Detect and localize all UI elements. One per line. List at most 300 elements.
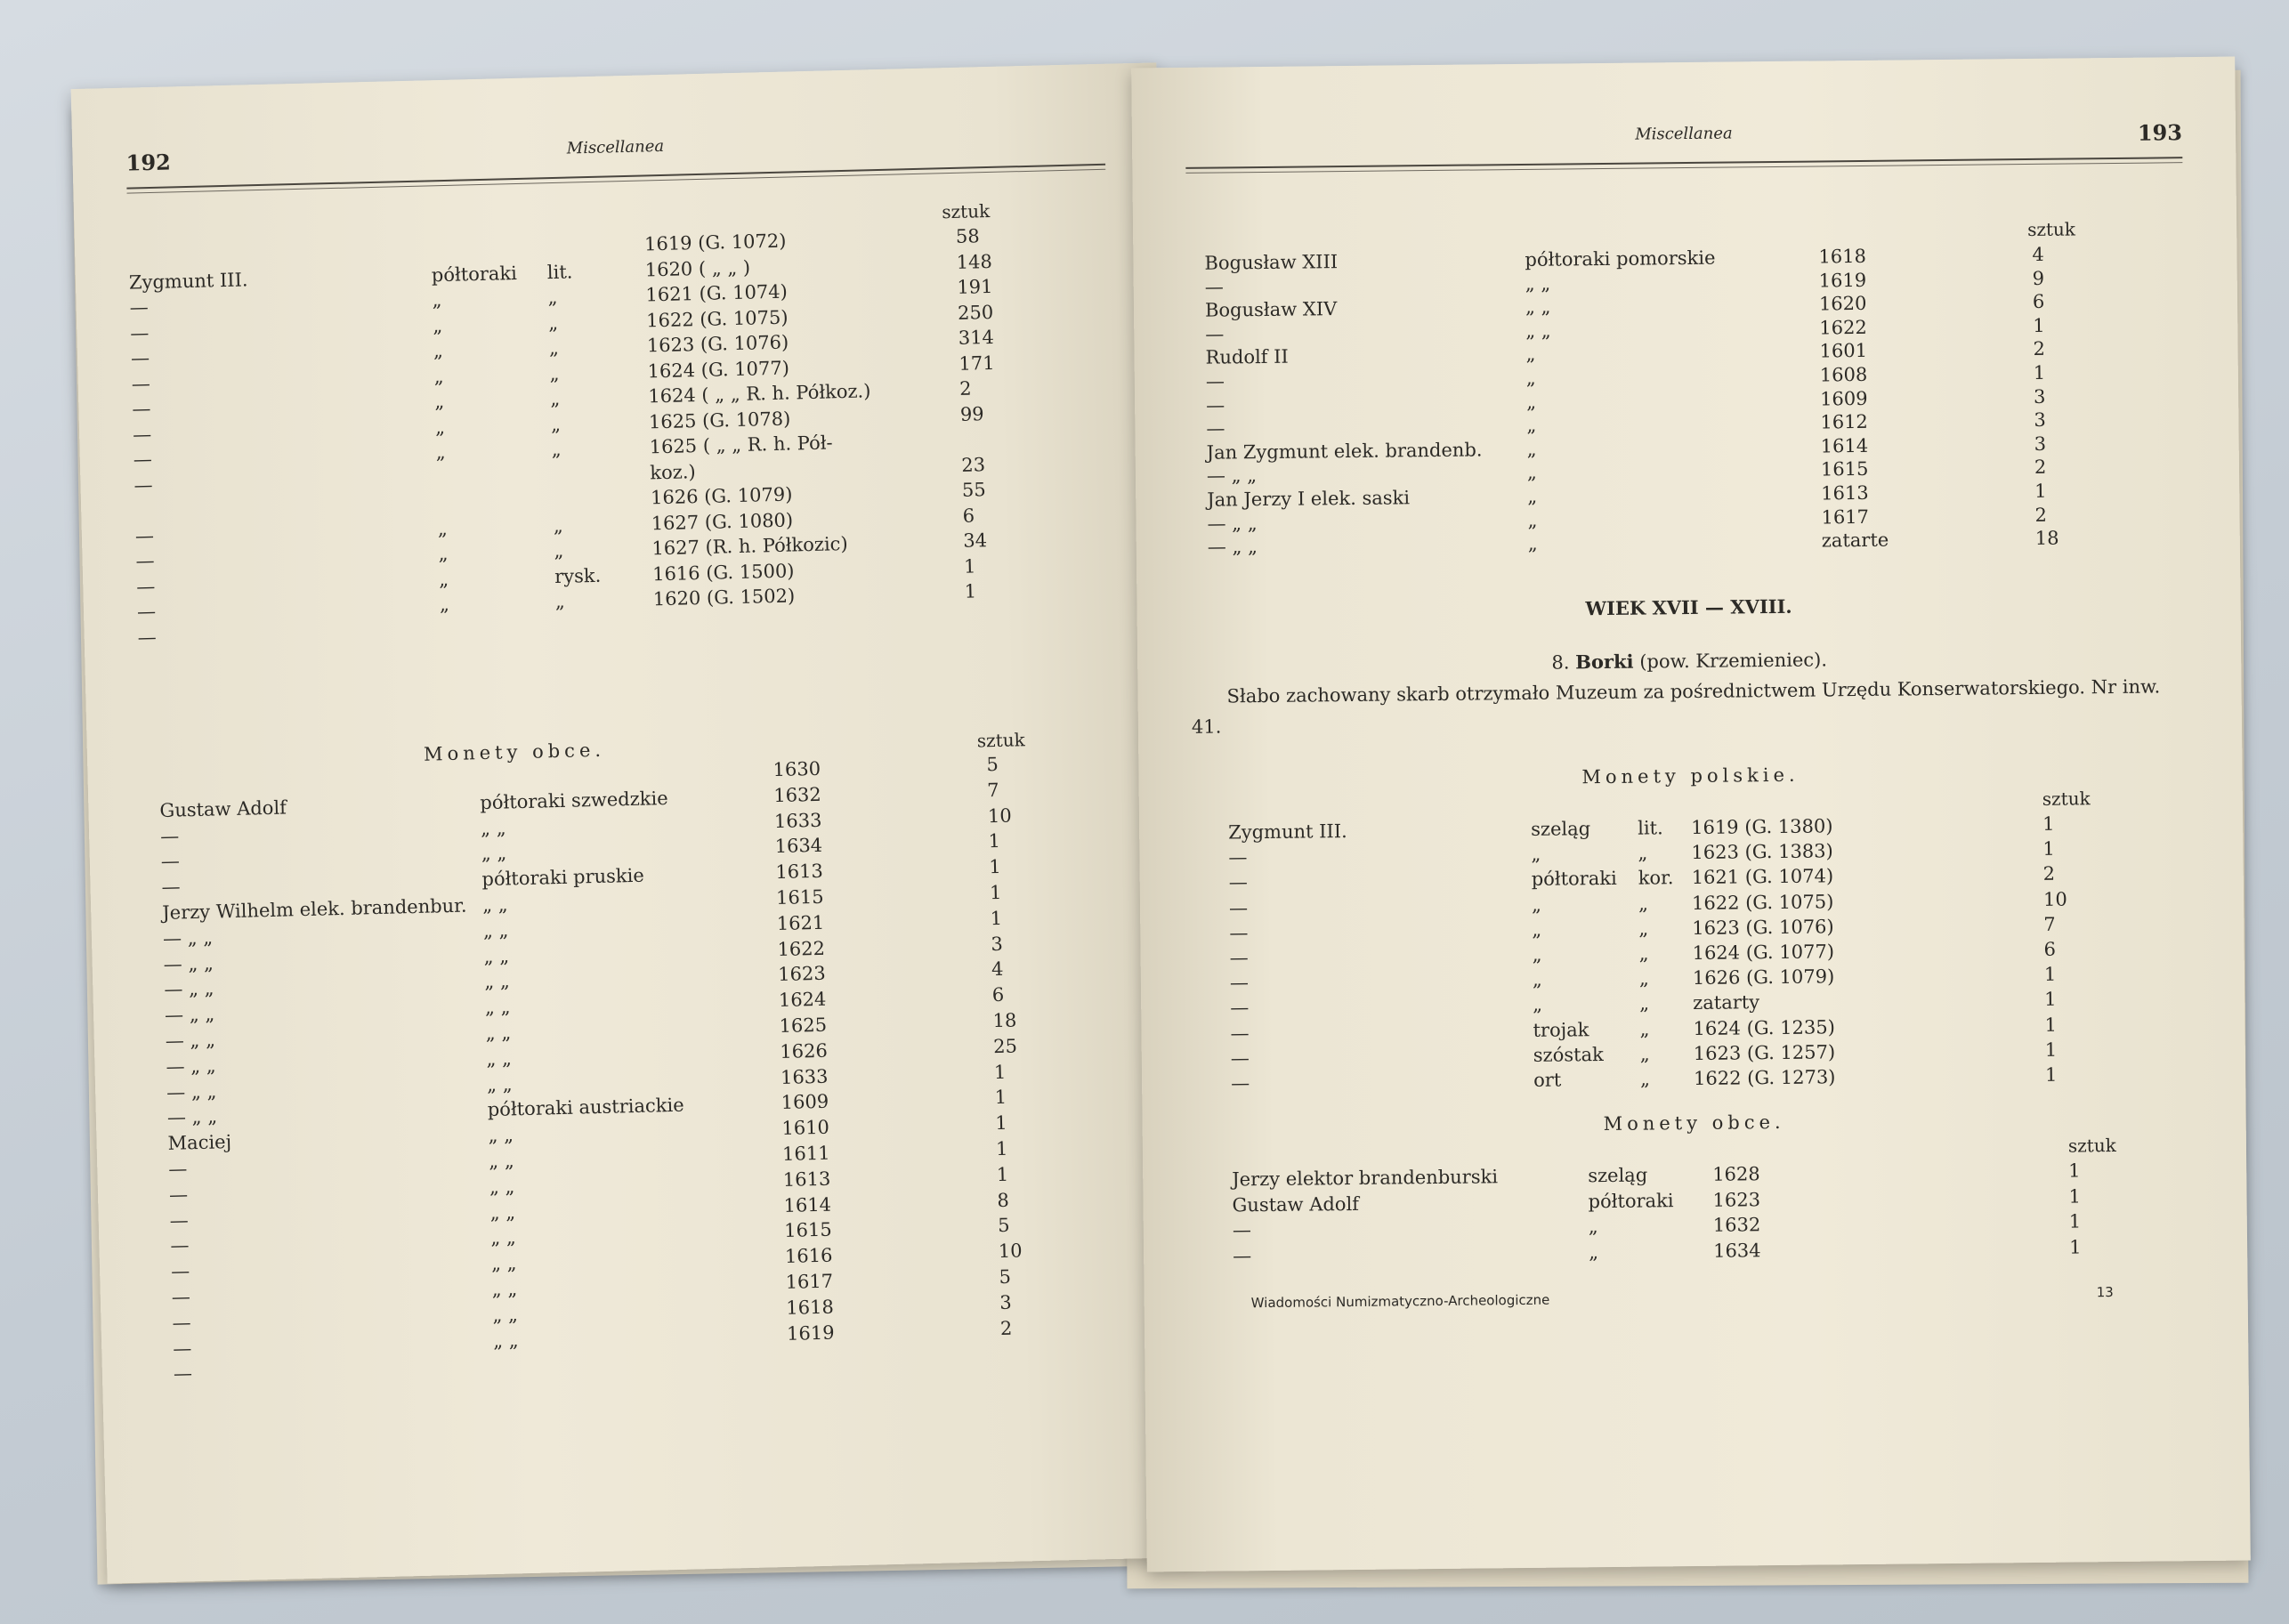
table-cell: 1623 (G. 1076) <box>646 331 789 357</box>
right-page-header <box>1185 112 2182 169</box>
table-cell: Bogusław XIV <box>1204 298 1338 321</box>
table-cell: półtoraki pomorskie <box>1525 246 1716 271</box>
table-cell: 2 <box>999 1317 1013 1339</box>
table-cell: 1 <box>2068 1210 2082 1232</box>
table-cell: 1614 <box>783 1193 832 1216</box>
table-cell: — <box>130 321 150 344</box>
table-cell: — <box>131 372 151 395</box>
table-cell: „ <box>1531 893 1542 916</box>
table-cell: 1615 <box>775 885 824 909</box>
table-cell: 1610 <box>781 1116 830 1140</box>
table-cell: „ <box>438 568 449 590</box>
table-cell: „ <box>1639 992 1650 1015</box>
table-cell: 1624 (G. 1077) <box>647 357 790 382</box>
table-cell: półtoraki austriackie <box>487 1095 684 1121</box>
table-cell: — <box>1205 370 1225 392</box>
table-cell: — <box>1228 871 1248 893</box>
table-cell: 1 <box>993 1061 1007 1083</box>
table-cell: 1620 ( „ „ ) <box>644 256 751 280</box>
table-cell: „ <box>1526 391 1537 413</box>
table-cell: 1634 <box>1713 1239 1761 1262</box>
table-cell: „ <box>551 438 562 461</box>
table-cell: — <box>135 550 155 572</box>
table-cell: Jerzy Wilhelm elek. brandenbur. <box>162 894 467 924</box>
table-cell: „ „ <box>481 842 507 865</box>
table-cell: 58 <box>955 225 981 247</box>
table-cell: 1621 (G. 1074) <box>645 280 789 306</box>
coin-table-left <box>75 221 1161 649</box>
table-cell: „ <box>1527 509 1538 531</box>
page-number: 193 <box>2137 119 2183 146</box>
table-cell: 148 <box>956 250 993 273</box>
table-cell: 1 <box>2044 989 2057 1011</box>
table-cell: 1 <box>2042 812 2055 835</box>
table-cell: 1 <box>989 856 1001 878</box>
table-cell: 1 <box>989 881 1002 904</box>
table-cell: 2 <box>958 377 972 400</box>
find-number: 8. <box>1551 651 1570 674</box>
journal-footer: Wiadomości Numizmatyczno-Archeologiczne <box>1250 1291 1550 1312</box>
table-cell: „ <box>434 416 446 438</box>
table-cell: 6 <box>962 504 975 527</box>
table-cell: „ „ <box>483 945 510 967</box>
table-cell: Rudolf II <box>1205 346 1289 369</box>
table-cell: 1624 <box>778 988 827 1012</box>
table-cell: 1622 (G. 1075) <box>645 306 789 331</box>
table-cell: 23 <box>960 453 986 476</box>
table-cell: „ „ <box>490 1252 517 1275</box>
table-cell: ort <box>1533 1069 1562 1091</box>
table-cell: 99 <box>959 402 984 425</box>
table-cell: 3 <box>2034 432 2047 455</box>
find-location: (pow. Krzemieniec). <box>1639 649 1828 673</box>
table-cell: 1 <box>988 830 1001 852</box>
table-cell: 1625 ( „ „ R. h. Pół- <box>649 432 833 458</box>
table-cell: — <box>1230 997 1250 1019</box>
table-cell: „ „ <box>489 1200 516 1224</box>
table-cell: 1612 <box>1820 411 1868 433</box>
table-cell: półtoraki <box>1588 1189 1674 1212</box>
table-cell: 1 <box>995 1111 1008 1135</box>
table-cell: — „ „ <box>1206 465 1258 488</box>
table-cell: 5 <box>997 1215 1010 1237</box>
table-cell: 3 <box>2033 385 2046 408</box>
table-cell: 1 <box>2042 837 2055 860</box>
table-cell: — <box>170 1260 190 1282</box>
table-cell: 1621 (G. 1074) <box>1691 865 1834 889</box>
table-cell: „ <box>1531 843 1541 866</box>
table-cell: „ <box>437 517 449 539</box>
table-cell: 1 <box>990 907 1003 929</box>
table-cell: — <box>168 1158 188 1180</box>
signature-number: 13 <box>2096 1284 2114 1301</box>
table-cell: „ „ <box>485 1022 512 1045</box>
table-cell: Gustaw Adolf <box>159 796 287 821</box>
table-cell: 8 <box>997 1189 1010 1211</box>
table-cell: — <box>133 473 153 497</box>
table-cell: — <box>133 448 153 471</box>
table-cell: 191 <box>957 275 993 298</box>
left-page-header <box>125 119 1105 190</box>
table-cell: „ <box>1526 414 1537 437</box>
polish-coin-table-right <box>1139 812 2243 1095</box>
table-cell: „ <box>554 539 564 562</box>
table-cell: 4 <box>2032 243 2044 265</box>
table-cell: 1627 (G. 1080) <box>651 508 794 534</box>
table-cell: — <box>1228 846 1248 869</box>
table-cell: 1609 <box>781 1091 829 1114</box>
table-cell: 1 <box>2044 1038 2058 1061</box>
table-cell: „ „ <box>492 1329 519 1352</box>
table-cell: „ <box>1639 1018 1650 1040</box>
find-name: Borki <box>1575 650 1634 674</box>
table-cell: 2 <box>2034 456 2047 479</box>
table-cell: 1 <box>2068 1235 2082 1258</box>
unit-header: sztuk <box>2027 218 2076 241</box>
table-cell: 1624 (G. 1235) <box>1693 1015 1835 1039</box>
table-cell: — <box>159 825 180 847</box>
table-cell: — <box>172 1337 192 1360</box>
table-cell: 1630 <box>772 757 821 781</box>
table-cell: „ <box>432 314 443 336</box>
table-cell: „ <box>1532 968 1542 991</box>
table-cell: 171 <box>958 351 995 375</box>
table-cell: — <box>132 423 152 446</box>
table-cell: — „ „ <box>166 1080 217 1103</box>
page-number: 192 <box>125 149 172 176</box>
table-cell: „ „ <box>489 1176 515 1198</box>
table-cell: 1601 <box>1819 340 1868 362</box>
table-cell: szeląg <box>1531 818 1591 840</box>
table-cell: 1618 <box>1818 245 1867 268</box>
table-cell: 1622 <box>1819 316 1867 339</box>
table-cell: 3 <box>991 933 1004 955</box>
table-cell: — „ „ <box>166 1054 216 1078</box>
table-cell: „ <box>433 365 444 387</box>
table-cell: 7 <box>986 779 999 802</box>
table-cell: „ <box>553 514 563 537</box>
table-cell: lit. <box>1638 817 1663 839</box>
table-cell: — „ „ <box>163 952 214 975</box>
table-cell: półtoraki szwedzkie <box>480 787 668 813</box>
table-cell: — <box>137 626 158 649</box>
table-cell: „ <box>554 590 566 613</box>
table-cell: 1627 (R. h. Półkozic) <box>651 532 848 560</box>
table-cell: 1614 <box>1820 434 1869 457</box>
table-cell: 10 <box>987 804 1012 827</box>
table-cell: półtoraki pruskie <box>481 864 645 891</box>
table-cell: Jan Zygmunt elek. brandenb. <box>1206 439 1483 464</box>
table-cell: zatarty <box>1693 991 1760 1014</box>
table-cell: „ <box>439 593 450 616</box>
table-cell: 1632 <box>1712 1214 1761 1236</box>
unit-header: sztuk <box>2067 1135 2116 1157</box>
running-head: Miscellanea <box>1635 124 1733 144</box>
table-cell: 1626 (G. 1079) <box>650 483 793 509</box>
table-cell: 18 <box>2034 527 2059 550</box>
coin-table-right <box>1133 242 2236 558</box>
table-cell: 1 <box>2068 1159 2081 1182</box>
table-cell: 1608 <box>1819 363 1868 386</box>
table-cell: 10 <box>998 1240 1023 1263</box>
table-cell: 1615 <box>1820 458 1869 481</box>
table-cell: 314 <box>958 326 995 349</box>
table-cell: — <box>1229 922 1249 944</box>
table-cell: Zygmunt III. <box>1228 820 1347 844</box>
table-cell: 1616 <box>784 1244 833 1268</box>
table-cell: — „ „ <box>164 977 214 1001</box>
section-title: WIEK XVII — XVIII. <box>1585 594 1792 620</box>
table-cell: 1 <box>994 1087 1007 1109</box>
table-cell: szóstak <box>1533 1043 1604 1066</box>
table-cell: „ „ <box>1525 295 1551 319</box>
table-cell: „ <box>1588 1216 1598 1238</box>
table-cell: 34 <box>963 529 988 552</box>
table-cell: 1609 <box>1819 387 1868 410</box>
left-page <box>71 62 1193 1583</box>
table-cell: 1623 (G. 1383) <box>1691 840 1833 864</box>
table-cell: — <box>1206 394 1225 416</box>
table-cell: 6 <box>991 984 1005 1006</box>
table-cell: 1623 (G. 1076) <box>1692 916 1834 939</box>
table-cell: „ <box>1639 1043 1650 1065</box>
table-cell: „ <box>433 340 444 362</box>
table-cell: zatarte <box>1821 529 1889 552</box>
table-cell: — <box>1230 1022 1250 1045</box>
table-cell: „ <box>1638 917 1649 940</box>
table-cell: 1620 (G. 1502) <box>652 585 796 610</box>
table-cell: „ <box>1589 1240 1599 1263</box>
table-cell: „ „ <box>481 893 508 917</box>
table-cell: 1620 <box>1818 293 1867 315</box>
table-cell: „ „ <box>480 817 506 839</box>
table-cell: 1 <box>2043 963 2057 986</box>
table-cell: „ <box>438 542 449 565</box>
table-cell: 1 <box>964 580 977 602</box>
table-cell: 1634 <box>774 835 823 858</box>
table-cell: koz.) <box>650 460 696 483</box>
table-cell: — „ „ <box>1207 512 1258 535</box>
table-cell: 1613 <box>775 860 824 884</box>
table-cell: „ <box>1527 485 1538 507</box>
table-cell: 1622 (G. 1273) <box>1693 1066 1836 1089</box>
table-cell: „ <box>1526 438 1537 460</box>
table-cell: „ <box>434 391 445 413</box>
table-cell: 1 <box>2068 1184 2082 1208</box>
table-cell: 25 <box>992 1035 1018 1057</box>
table-cell: „ <box>548 336 560 360</box>
table-cell: 5 <box>986 753 999 776</box>
table-cell: 1633 <box>780 1065 829 1088</box>
table-cell: „ <box>1638 967 1649 990</box>
table-cell: 1616 (G. 1500) <box>651 559 795 585</box>
table-cell: „ „ <box>486 1072 513 1095</box>
table-cell: „ <box>435 440 446 464</box>
right-page <box>1131 57 2251 1572</box>
unit-header: sztuk <box>2042 788 2091 810</box>
table-cell: 1619 <box>786 1321 835 1345</box>
table-cell: 1619 (G. 1072) <box>643 230 787 255</box>
table-cell: „ <box>1526 462 1537 484</box>
table-cell: „ „ <box>1525 272 1551 295</box>
table-cell: Gustaw Adolf <box>1232 1192 1360 1216</box>
table-cell: „ <box>432 289 442 311</box>
table-cell: — <box>130 347 150 369</box>
table-cell: 2 <box>2042 863 2056 885</box>
table-cell: 1624 ( „ „ R. h. Półkoz.) <box>647 380 871 408</box>
table-cell: 1 <box>2034 480 2047 502</box>
table-cell: 250 <box>957 301 994 324</box>
table-cell: 10 <box>2042 888 2067 910</box>
unit-header: sztuk <box>942 199 991 223</box>
table-cell: „ „ <box>491 1278 518 1300</box>
table-cell: 1611 <box>781 1142 830 1165</box>
table-cell: szeląg <box>1588 1164 1648 1187</box>
table-cell: „ „ <box>492 1304 519 1326</box>
table-cell: 1622 <box>777 937 826 960</box>
table-cell: — <box>169 1208 190 1232</box>
table-cell: — <box>136 601 157 623</box>
table-cell: Jan Jerzy I elek. saski <box>1207 487 1411 511</box>
table-cell: „ <box>1638 893 1649 915</box>
table-cell: „ <box>1639 1068 1651 1090</box>
table-cell: półtoraki <box>1531 868 1617 891</box>
table-cell: — <box>170 1234 190 1257</box>
table-cell: „ <box>549 362 560 384</box>
table-cell: 3 <box>999 1291 1012 1313</box>
table-cell: — <box>1229 947 1249 969</box>
section-heading: Monety obce. <box>1603 1111 1785 1135</box>
table-cell: — „ „ <box>166 1105 218 1129</box>
table-cell: 1621 <box>776 911 825 934</box>
table-cell: 1617 <box>1821 505 1870 529</box>
table-cell: „ <box>1525 343 1536 366</box>
table-cell: „ „ <box>482 919 509 941</box>
running-head: Miscellanea <box>566 136 665 158</box>
table-cell: — <box>1233 1244 1252 1266</box>
table-cell: — <box>1228 896 1249 919</box>
table-cell: 1 <box>996 1163 1009 1185</box>
table-cell: „ <box>547 286 558 309</box>
table-cell: 6 <box>2043 938 2057 960</box>
table-cell: — <box>1232 1219 1251 1241</box>
table-cell: 6 <box>2032 290 2045 313</box>
table-cell: 2 <box>2033 338 2046 360</box>
table-cell: rysk. <box>554 564 602 587</box>
table-cell: 1613 <box>782 1168 831 1191</box>
table-cell: „ „ <box>484 970 511 993</box>
table-cell: 1 <box>2033 314 2045 336</box>
table-cell: 1626 <box>780 1039 829 1062</box>
table-cell: 1623 (G. 1257) <box>1693 1041 1836 1064</box>
table-cell: „ <box>1532 943 1542 966</box>
table-cell: Zygmunt III. <box>128 268 248 294</box>
table-cell: „ <box>1638 942 1649 965</box>
table-cell: 1623 <box>777 963 826 986</box>
table-cell: Jerzy elektor brandenburski <box>1232 1166 1499 1191</box>
table-cell: kor. <box>1638 867 1674 890</box>
table-cell: — „ „ <box>165 1029 216 1052</box>
table-cell: 1 <box>963 554 976 578</box>
table-cell: „ „ <box>1525 319 1551 342</box>
table-cell: — <box>1231 1072 1250 1095</box>
table-cell: „ „ <box>490 1226 517 1249</box>
table-cell: 1 <box>2044 1063 2058 1086</box>
table-cell: — <box>173 1362 193 1386</box>
table-cell: 1622 (G. 1075) <box>1691 890 1834 914</box>
table-cell: „ <box>547 311 559 334</box>
table-cell: 1624 (G. 1077) <box>1692 941 1835 964</box>
find-description: Słabo zachowany skarb otrzymało Muzeum za pośrednictwem Urzędu Konserwatorskiego. Nr inw. 41. <box>1191 675 2161 738</box>
unit-header: sztuk <box>976 729 1025 752</box>
table-cell: „ <box>550 413 562 435</box>
table-cell: 4 <box>991 958 1004 981</box>
table-cell: „ <box>1533 994 1543 1016</box>
table-cell: Bogusław XIII <box>1204 251 1339 274</box>
table-cell: 1619 (G. 1380) <box>1691 815 1833 838</box>
table-cell: 1632 <box>772 783 822 806</box>
table-cell: — <box>1229 972 1250 994</box>
table-cell: 1625 (G. 1078) <box>648 408 791 432</box>
section-heading: Monety obce. <box>423 739 606 765</box>
foreign-coin-table-right <box>1143 1158 2246 1266</box>
table-cell: „ „ <box>486 1047 513 1070</box>
table-cell: — <box>1230 1047 1250 1070</box>
table-cell: 3 <box>2034 408 2046 432</box>
table-cell: — <box>1204 276 1224 298</box>
table-cell: „ „ <box>484 996 511 1019</box>
table-cell: — <box>134 524 155 547</box>
table-cell: — <box>168 1184 189 1206</box>
table-cell: 2 <box>2034 504 2047 526</box>
table-cell: „ <box>550 387 561 410</box>
table-cell: 9 <box>2032 267 2045 289</box>
table-cell: 5 <box>999 1265 1012 1289</box>
table-cell: — <box>171 1286 191 1308</box>
section-heading: Monety polskie. <box>1581 764 1800 788</box>
table-cell: 1623 <box>1712 1188 1761 1211</box>
table-cell: — <box>132 398 151 420</box>
table-cell: 1625 <box>779 1014 828 1038</box>
table-cell: 1633 <box>773 809 822 832</box>
table-cell: — <box>161 876 181 899</box>
table-cell: 1619 <box>1818 269 1867 292</box>
table-cell: 1618 <box>786 1296 835 1319</box>
table-cell: 1615 <box>783 1219 832 1242</box>
table-cell: 7 <box>2043 913 2056 935</box>
table-cell: — <box>1205 323 1225 345</box>
table-cell: — „ „ <box>164 1003 215 1027</box>
table-cell: — „ „ <box>1207 536 1258 558</box>
table-cell: „ <box>1638 842 1648 864</box>
table-cell: 1613 <box>1821 481 1869 505</box>
table-cell: „ <box>1532 918 1542 941</box>
table-cell: 1626 (G. 1079) <box>1692 966 1835 990</box>
table-cell: — <box>160 850 181 873</box>
table-cell: 18 <box>992 1009 1017 1032</box>
table-cell: Maciej <box>167 1131 232 1155</box>
table-cell: „ „ <box>488 1124 514 1147</box>
table-cell: 1628 <box>1712 1163 1760 1185</box>
table-cell: „ <box>1525 367 1536 389</box>
table-cell: — „ „ <box>162 926 214 949</box>
table-cell: 55 <box>961 479 986 501</box>
table-cell: „ <box>1527 532 1538 555</box>
table-cell: lit. <box>546 260 573 283</box>
table-cell: „ „ <box>488 1150 514 1173</box>
table-cell: — <box>136 575 156 598</box>
table-cell: — <box>1206 417 1225 440</box>
